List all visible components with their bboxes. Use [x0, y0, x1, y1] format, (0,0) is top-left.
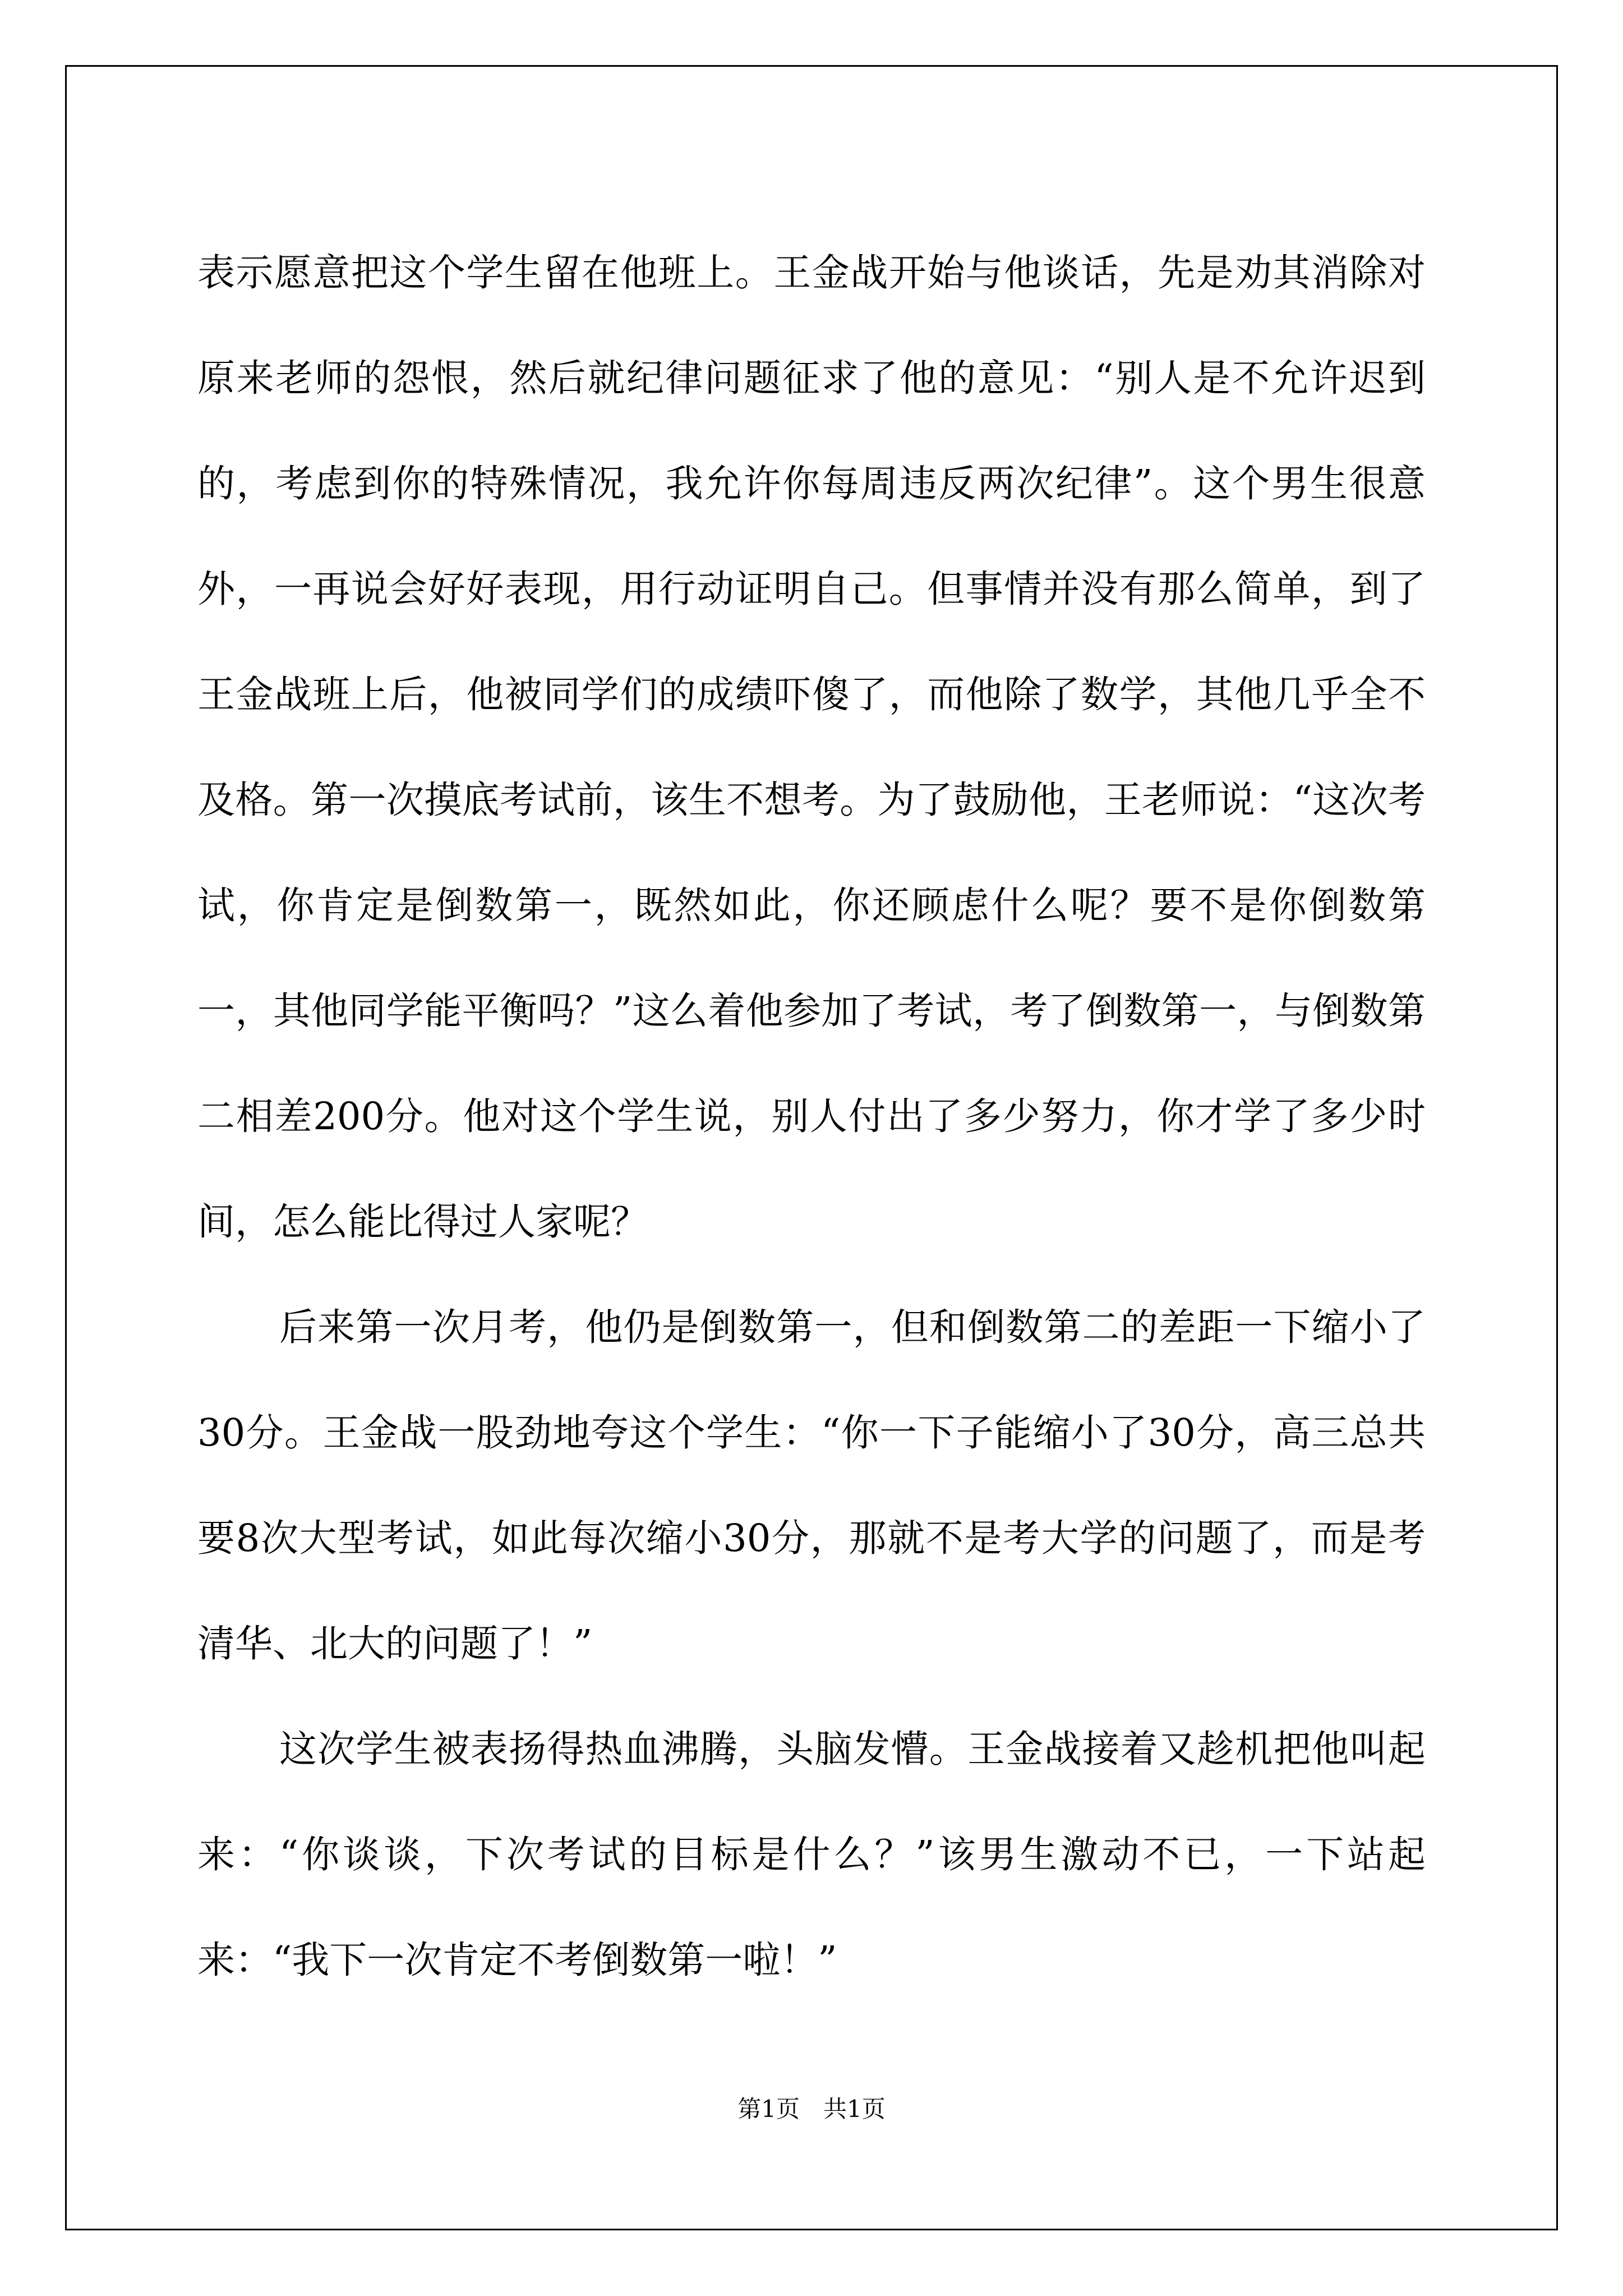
- paragraph-1: 表示愿意把这个学生留在他班上。王金战开始与他谈话，先是劝其消除对原来老师的怨恨，然后就纪律问题征求了他的意见：“别人是不允许迟到的，考虑到你的特殊情况，我允许你每周违反两次纪律”。这个男生很意外，一再说会好好表现，用行动证明自己。但事情并没有那么简单，到了王金战班上后，他被同学们的成绩吓傻了，而他除了数学，其他几乎全不及格。第一次摸底考试前，该生不想考。为了鼓励他，王老师说：“这次考试，你肯定是倒数第一，既然如此，你还顾虑什么呢？要不是你倒数第一，其他同学能平衡吗？”这么着他参加了考试，考了倒数第一，与倒数第二相差200分。他对这个学生说，别人付出了多少努力，你才学了多少时间，怎么能比得过人家呢？: [197, 251, 1426, 1244]
- paragraph-2: 后来第一次月考，他仍是倒数第一，但和倒数第二的差距一下缩小了30分。王金战一股劲地夸这个学生：“你一下子能缩小了30分，高三总共要8次大型考试，如此每次缩小30分，那就不是考大学的问题了，而是考清华、北大的问题了！”: [197, 1305, 1426, 1665]
- page-footer: [0, 2092, 1623, 2126]
- document-body: [197, 220, 1426, 2013]
- page-total: 共1页: [823, 2095, 886, 2123]
- paragraph-3: 这次学生被表扬得热血沸腾，头脑发懵。王金战接着又趁机把他叫起来：“你谈谈，下次考试的目标是什么？”该男生激动不已，一下站起来：“我下一次肯定不考倒数第一啦！”: [197, 1727, 1426, 1982]
- page-number: 第1页: [737, 2095, 800, 2123]
